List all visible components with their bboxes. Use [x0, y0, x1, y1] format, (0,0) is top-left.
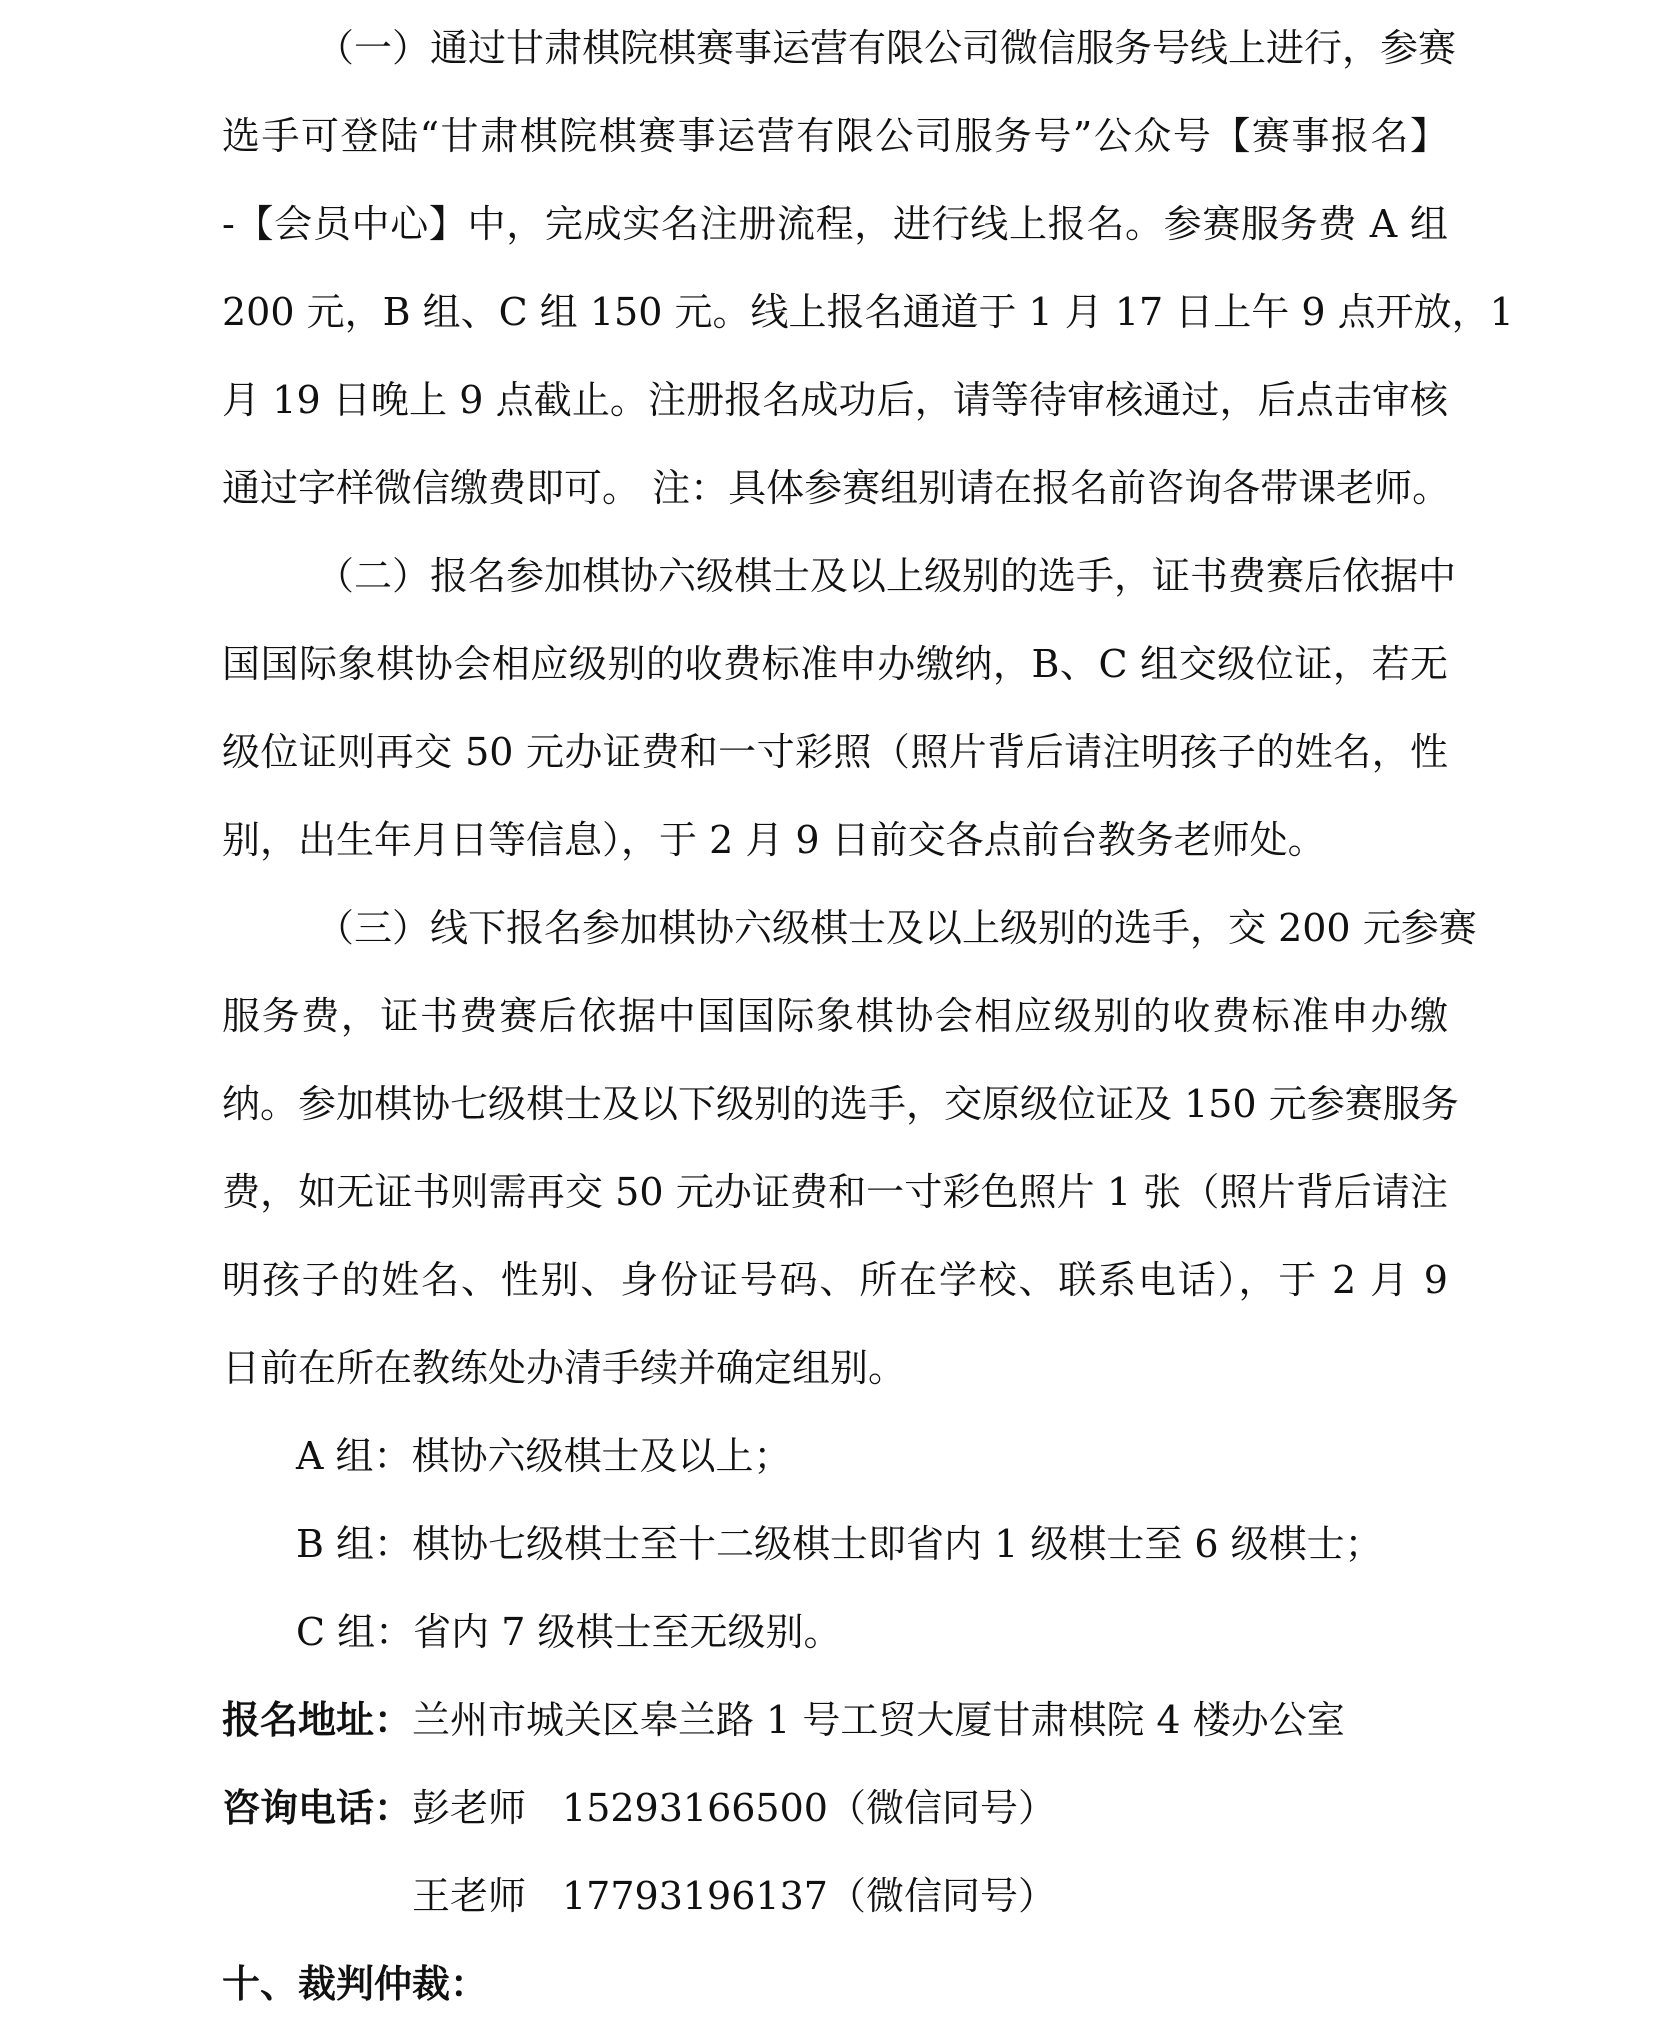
address-row [222, 1692, 1345, 1748]
contact-phone-1: 15293166500（微信同号） [562, 1786, 1056, 1830]
section-one-line-1: （一）通过甘肃棋院棋赛事运营有限公司微信服务号线上进行，参赛 [316, 26, 1457, 70]
group-c: C 组：省内 7 级棋士至无级别。 [296, 1610, 842, 1654]
section-three-line-3: 纳。参加棋协七级棋士及以下级别的选手，交原级位证及 150 元参赛服务 [222, 1082, 1459, 1126]
contact-name-2: 王老师 [412, 1874, 527, 1918]
section-two-line-4: 别，出生年月日等信息），于 2 月 9 日前交各点前台教务老师处。 [222, 818, 1326, 862]
section-two-line-1: （二）报名参加棋协六级棋士及以上级别的选手，证书费赛后依据中 [316, 554, 1457, 598]
group-b: B 组：棋协七级棋士至十二级棋士即省内 1 级棋士至 6 级棋士； [296, 1522, 1383, 1566]
section-three-line-1: （三）线下报名参加棋协六级棋士及以上级别的选手，交 200 元参赛 [316, 906, 1477, 950]
section-three-line-4: 费，如无证书则需再交 50 元办证费和一寸彩色照片 1 张（照片背后请注 [222, 1170, 1448, 1214]
contact-label: 咨询电话： [222, 1785, 413, 1830]
referee-arbitration-heading: 十、裁判仲裁： [222, 1961, 489, 2006]
contact-name-1: 彭老师 [412, 1786, 527, 1830]
section-two-line-2: 国国际象棋协会相应级别的收费标准申办缴纳，B、C 组交级位证，若无 [222, 642, 1448, 686]
section-three-line-6: 日前在所在教练处办清手续并确定组别。 [222, 1346, 907, 1390]
contact-row-1 [222, 1780, 1056, 1836]
section-one-line-5: 月 19 日晚上 9 点截止。注册报名成功后，请等待审核通过，后点击审核 [222, 378, 1448, 422]
section-three-line-2: 服务费，证书费赛后依据中国国际象棋协会相应级别的收费标准申办缴 [222, 994, 1448, 1038]
section-one-line-4: 200 元，B 组、C 组 150 元。线上报名通道于 1 月 17 日上午 9 点开放，1 [222, 290, 1514, 334]
contact-phone-2: 17793196137（微信同号） [562, 1874, 1056, 1918]
section-one-line-3: -【会员中心】中，完成实名注册流程，进行线上报名。参赛服务费 A 组 [222, 202, 1448, 246]
section-one-line-2: 选手可登陆“甘肃棋院棋赛事运营有限公司服务号”公众号【赛事报名】 [222, 114, 1448, 158]
section-one-line-6: 通过字样微信缴费即可。 注：具体参赛组别请在报名前咨询各带课老师。 [222, 466, 1451, 510]
section-two-line-3: 级位证则再交 50 元办证费和一寸彩照（照片背后请注明孩子的姓名，性 [222, 730, 1448, 774]
section-three-line-5: 明孩子的姓名、性别、身份证号码、所在学校、联系电话），于 2 月 9 [222, 1258, 1448, 1302]
contact-row-2 [412, 1868, 1056, 1924]
address-value: 兰州市城关区皋兰路 1 号工贸大厦甘肃棋院 4 楼办公室 [412, 1698, 1345, 1742]
group-a: A 组：棋协六级棋士及以上； [296, 1434, 792, 1478]
address-label: 报名地址： [222, 1697, 413, 1742]
